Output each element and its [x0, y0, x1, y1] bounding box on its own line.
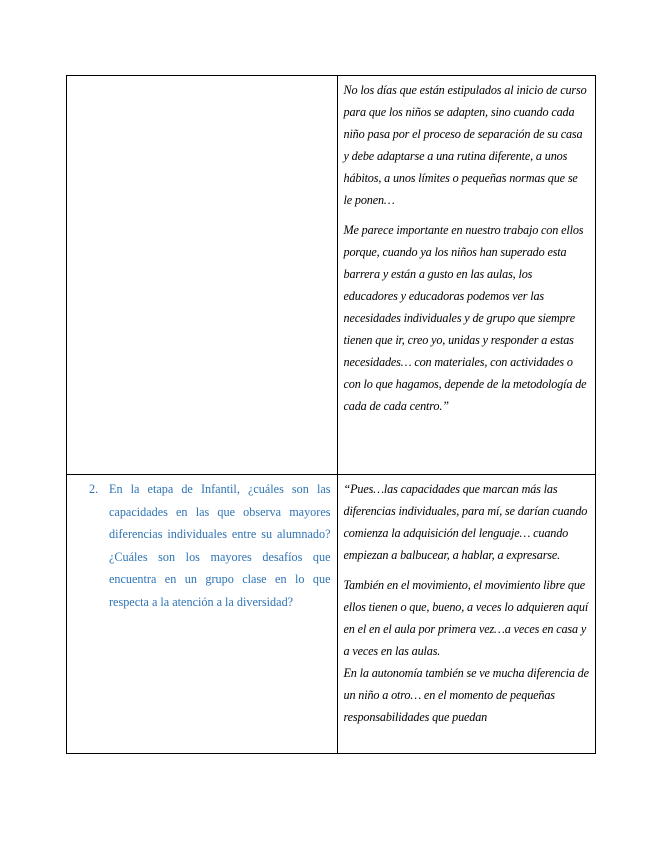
- table-row: [67, 76, 596, 475]
- answer-text: [338, 475, 596, 728]
- question-text: En la etapa de Infantil, ¿cuáles son las capacidades en las que observa mayores diferencias individuales entre su alumnado? ¿Cuáles son los mayores desafíos que encuentra en un grupo clase en lo que respecta a la atención a la diversidad?: [109, 482, 331, 609]
- answer-paragraph: Me parece importante en nuestro trabajo con ellos porque, cuando ya los niños han superado esta barrera y están a gusto en las aulas, los educadores y educadoras podemos ver las necesidades individuales y de grupo que siempre tienen que ir, creo yo, unidas y responder a estas necesidades… con materiales, con actividades o con lo que hagamos, depende de la metodología de cada de cada centro.”: [343, 223, 587, 413]
- table-row: [67, 475, 596, 754]
- answer-paragraph: También en el movimiento, el movimiento libre que ellos tienen o que, bueno, a veces lo adquieren aquí en el en el aula por primera vez…a veces en casa y a veces en las aulas.: [343, 578, 589, 658]
- answer-paragraph: En la autonomía también se ve mucha diferencia de un niño a otro… en el momento de pequeñas responsabilidades que puedan: [343, 666, 589, 724]
- answer-paragraph: “Pues…las capacidades que marcan más las diferencias individuales, para mí, se darían cuando comienza la adquisición del lenguaje… cuando empiezan a balbucear, a hablar, a expresarse.: [343, 482, 588, 562]
- answer-cell: [337, 475, 596, 754]
- answer-cell: [337, 76, 596, 475]
- answer-paragraph: No los días que están estipulados al inicio de curso para que los niños se adapten, sino cuando cada niño pasa por el proceso de separación de su casa y debe adaptarse a una rutina diferente, a unos hábitos, a unos límites o pequeñas normas que se le ponen…: [343, 83, 587, 207]
- question-cell: [67, 475, 338, 754]
- question-cell: [67, 76, 338, 475]
- question-item: [67, 475, 337, 613]
- question-number: 2.: [89, 482, 99, 496]
- answer-text: [338, 76, 596, 417]
- interview-table: [66, 75, 596, 754]
